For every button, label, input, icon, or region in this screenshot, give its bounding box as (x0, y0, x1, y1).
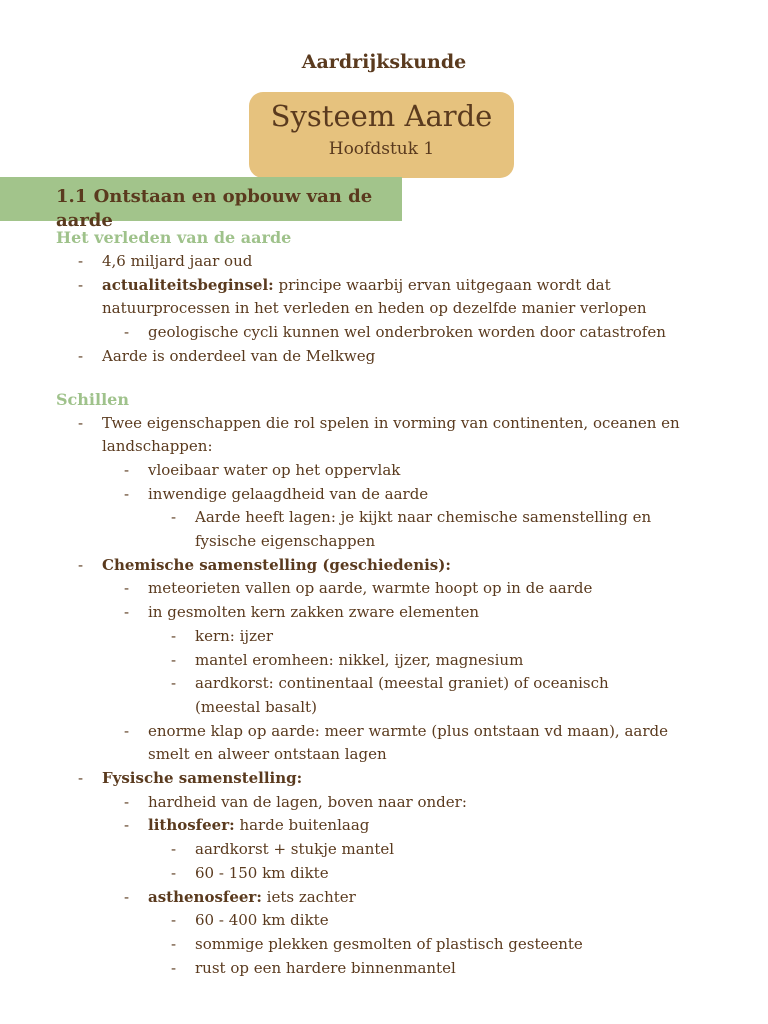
subheading: Het verleden van de aarde (56, 228, 292, 247)
bullet-dash: - (124, 792, 130, 811)
subheading: Schillen (56, 389, 129, 409)
list-item (124, 577, 693, 601)
bullet-dash: - (78, 275, 84, 294)
list-item (124, 791, 693, 815)
list-item (171, 649, 655, 673)
bullet-dash: - (171, 958, 177, 977)
list-item (124, 886, 693, 910)
bullet-dash: - (124, 816, 130, 835)
bullet-dash: - (124, 460, 130, 479)
bullet-dash: - (171, 674, 177, 693)
list-item (78, 250, 692, 274)
section-header-bar (0, 177, 402, 231)
item-text: 60 - 150 km dikte (195, 863, 329, 882)
bullet-dash: - (124, 579, 130, 598)
list-item (171, 933, 655, 957)
item-text: vloeibaar water op het oppervlak (148, 460, 401, 479)
item-text: in gesmolten kern zakken zware elementen (148, 603, 480, 622)
item-text: 4,6 miljard jaar oud (102, 252, 253, 270)
item-text: harde buitenlaag (234, 816, 370, 835)
item-text: aardkorst + stukje mantel (195, 840, 395, 859)
bullet-dash: - (171, 863, 177, 882)
bullet-dash: - (171, 626, 177, 645)
term: asthenosfeer: (148, 887, 262, 906)
list-item (124, 601, 693, 625)
item-text: Aarde heeft lagen: je kijkt naar chemische samenstelling en fysische eigenschappen (195, 508, 652, 551)
bullet-list (0, 412, 768, 981)
term: actualiteitsbeginsel: (102, 275, 274, 294)
item-text: Twee eigenschappen die rol spelen in vorming van continenten, oceanen en landschappen: (102, 413, 680, 456)
bullet-dash: - (171, 911, 177, 930)
bullet-dash: - (78, 252, 84, 270)
bullet-dash: - (171, 840, 177, 859)
list-item (124, 321, 693, 345)
bullet-dash: - (124, 484, 130, 503)
title-box (249, 92, 514, 178)
item-text: rust op een hardere binnenmantel (195, 958, 456, 977)
list-item (171, 838, 655, 862)
bullet-dash: - (78, 413, 84, 432)
list-item (78, 554, 692, 578)
item-text: enorme klap op aarde: meer warmte (plus ontstaan vd maan), aarde smelt en alweer ontstaan lagen (148, 721, 669, 764)
bullet-dash: - (171, 508, 177, 527)
term: lithosfeer: (148, 816, 235, 835)
bullet-dash: - (124, 323, 130, 342)
list-item (78, 767, 692, 791)
item-text: principe waarbij ervan uitgegaan wordt dat natuurprocessen in het verleden en heden op dezelfde manier verlopen (102, 275, 647, 318)
term: Chemische samenstelling (geschiedenis): (102, 555, 451, 574)
document-title: Systeem Aarde (270, 99, 493, 133)
list-item (124, 814, 693, 838)
item-text: sommige plekken gesmolten of plastisch gesteente (195, 934, 583, 953)
list-item (171, 909, 655, 933)
list-item (124, 459, 693, 483)
item-text: aardkorst: continentaal (meestal graniet) of oceanisch (meestal basalt) (195, 674, 609, 716)
list-item (171, 957, 655, 981)
list-item (78, 412, 692, 459)
bullet-dash: - (78, 346, 84, 365)
list-item (171, 506, 655, 553)
term: Fysische samenstelling: (102, 769, 303, 788)
list-item (171, 672, 655, 719)
list-item (171, 862, 655, 886)
bullet-list (0, 250, 768, 369)
item-text: 60 - 400 km dikte (195, 911, 329, 930)
bullet-dash: - (171, 650, 177, 669)
list-item (78, 345, 692, 369)
list-item (171, 625, 655, 649)
item-text: Aarde is onderdeel van de Melkweg (102, 346, 376, 365)
chapter-label: Hoofdstuk 1 (328, 139, 435, 159)
item-text: meteorieten vallen op aarde, warmte hoopt op in de aarde (148, 579, 593, 598)
list-item (78, 274, 692, 321)
item-text: inwendige gelaagdheid van de aarde (148, 484, 429, 503)
list-item (124, 720, 693, 767)
bullet-dash: - (124, 887, 130, 906)
section-title: 1.1 Ontstaan en opbouw van de aarde (56, 186, 373, 231)
bullet-dash: - (171, 934, 177, 953)
item-text: hardheid van de lagen, boven naar onder: (148, 792, 467, 811)
page-subject: Aardrijkskunde (301, 51, 467, 73)
item-text: kern: ijzer (195, 626, 274, 645)
list-item (124, 483, 693, 507)
notes-content (0, 226, 768, 980)
bullet-dash: - (78, 555, 84, 574)
item-text: iets zachter (261, 887, 356, 906)
item-text: mantel eromheen: nikkel, ijzer, magnesium (195, 650, 524, 669)
bullet-dash: - (78, 769, 84, 788)
bullet-dash: - (124, 721, 130, 740)
item-text: geologische cycli kunnen wel onderbroken worden door catastrofen (148, 323, 666, 342)
bullet-dash: - (124, 603, 130, 622)
